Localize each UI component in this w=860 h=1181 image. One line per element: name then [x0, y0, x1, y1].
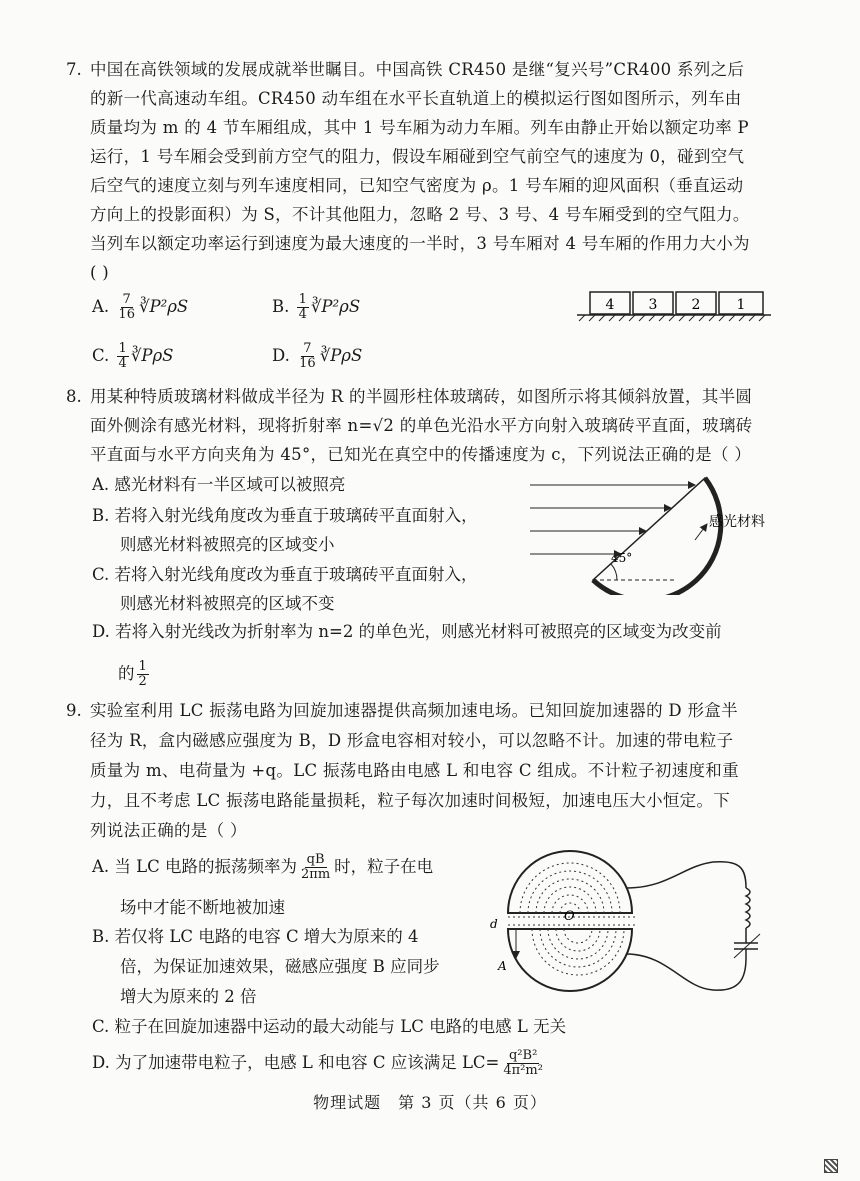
option-text: 当 LC 电路的振荡频率为 — [114, 857, 297, 876]
question-text-line: 列说法正确的是（ ） — [90, 821, 247, 840]
option-c[interactable] — [92, 563, 478, 587]
option-a-continued: 场中才能不断地被加速 — [120, 898, 285, 917]
fraction — [297, 342, 318, 371]
option-b[interactable] — [272, 293, 360, 322]
ground-hatch — [579, 315, 765, 321]
option-label: D. — [92, 1053, 110, 1072]
cube-root-sign: ∛ — [138, 297, 150, 316]
option-label: B. — [272, 297, 290, 316]
option-text: 若将入射光线角度改为垂直于玻璃砖平直面射入， — [114, 565, 478, 584]
option-text: 若将入射光线改为折射率为 n=2 的单色光，则感光材料可被照亮的区域变为改变前 — [115, 622, 722, 641]
denominator: 4π²m² — [503, 1063, 543, 1078]
question-number: 9. — [66, 701, 82, 720]
exit-label: A — [498, 959, 507, 973]
question-text-line: 运行，1 号车厢会受到前方空气的阻力，假设车厢碰到空气前空气的速度为 0，碰到空气 — [90, 147, 745, 166]
cube-root-sign: ∛ — [130, 346, 142, 365]
d-box-upper — [508, 851, 632, 913]
glass-brick-figure — [525, 470, 795, 595]
question-text-line: 实验室利用 LC 振荡电路为回旋加速器提供高频加速电场。已知回旋加速器的 D 形盒半 — [90, 701, 738, 720]
option-c[interactable] — [92, 1015, 566, 1039]
material-label: 感光材料 — [709, 514, 765, 530]
numerator: qB — [306, 852, 325, 867]
cyclotron-figure — [478, 848, 778, 998]
capacitor-variable-arrow — [734, 934, 760, 958]
option-c[interactable] — [92, 342, 173, 371]
question-text-line: 质量为 m、电荷量为 +q。LC 振荡电路由电感 L 和电容 C 组成。不计粒子初速度和重 — [90, 761, 739, 780]
car-label: 4 — [605, 297, 615, 313]
fraction — [297, 293, 309, 322]
radicand: PρS — [141, 346, 174, 365]
fraction — [137, 660, 149, 689]
lead-wire — [626, 954, 746, 990]
option-label: D. — [272, 346, 290, 365]
fraction — [116, 293, 137, 322]
car-label: 3 — [648, 297, 658, 313]
option-label: A. — [92, 857, 110, 876]
question-text-line: 力，且不考虑 LC 振荡电路能量损耗，粒子每次加速时间极短，加速电压大小恒定。下 — [90, 791, 731, 810]
option-label: B. — [92, 506, 110, 525]
option-label: A. — [92, 297, 110, 316]
photosensitive-coating — [593, 478, 721, 595]
d-box-lower — [508, 929, 632, 991]
question-number: 7. — [66, 60, 82, 79]
train-figure — [575, 286, 775, 324]
numerator: 7 — [122, 292, 131, 307]
option-text: 粒子在回旋加速器中运动的最大动能与 LC 电路的电感 L 无关 — [114, 1017, 567, 1036]
option-label: C. — [92, 346, 110, 365]
option-text: 为了加速带电粒子，电感 L 和电容 C 应该满足 LC= — [115, 1053, 500, 1072]
question-text-line: 的新一代高速动车组。CR450 动车组在水平长直轨道上的模拟运行图如图所示，列车由 — [90, 89, 742, 108]
numerator: q²B² — [508, 1048, 538, 1063]
denominator: 4 — [118, 356, 127, 371]
angle-arc — [611, 564, 617, 580]
question-text-line: 后空气的速度立刻与列车速度相同，已知空气密度为 ρ。1 号车厢的迎风面积（垂直运动 — [90, 176, 744, 195]
option-b[interactable] — [92, 504, 478, 528]
option-a[interactable] — [92, 473, 345, 497]
option-b-continued: 增大为原来的 2 倍 — [120, 987, 257, 1006]
car-label: 2 — [691, 297, 701, 313]
car-label: 1 — [736, 297, 746, 313]
question-text-line: 方向上的投影面积）为 S，不计其他阻力，忽略 2 号、3 号、4 号车厢受到的空气阻力。 — [90, 205, 750, 224]
pointer-arrow — [695, 524, 707, 540]
option-label: C. — [92, 1017, 110, 1036]
cube-root-sign: ∛ — [319, 346, 331, 365]
radicand: P²ρS — [149, 297, 189, 316]
denominator: 16 — [299, 356, 316, 371]
option-d[interactable] — [272, 342, 362, 371]
option-b-continued: 倍，为保证加速效果，磁感应强度 B 应同步 — [120, 957, 440, 976]
numerator: 7 — [303, 341, 312, 356]
option-a[interactable] — [92, 293, 188, 322]
angle-label: 45° — [611, 551, 633, 565]
option-text: 的 — [118, 664, 135, 683]
center-label: O — [564, 909, 575, 924]
option-b[interactable] — [92, 925, 419, 949]
qr-code-icon — [824, 1159, 838, 1173]
question-text-line: 中国在高铁领域的发展成就举世瞩目。中国高铁 CR450 是继“复兴号”CR400 系列之后 — [90, 60, 745, 79]
denominator: 2πm — [301, 867, 331, 882]
question-number: 8. — [66, 387, 82, 406]
radicand: P²ρS — [321, 297, 361, 316]
option-b-continued: 则感光材料被照亮的区域变小 — [120, 535, 335, 554]
lead-wire — [626, 862, 746, 888]
answer-blank: ( ) — [90, 263, 110, 282]
option-label: C. — [92, 565, 110, 584]
denominator: 2 — [138, 674, 147, 689]
option-label: B. — [92, 927, 110, 946]
question-text-line: 平直面与水平方向夹角为 45°，已知光在真空中的传播速度为 c，下列说法正确的是（ ） — [90, 445, 752, 464]
page-footer: 物理试题 第 3 页（共 6 页） — [313, 1093, 547, 1112]
option-a[interactable] — [92, 853, 433, 882]
option-text: 若仅将 LC 电路的电容 C 增大为原来的 4 — [114, 927, 419, 946]
radicand: PρS — [330, 346, 363, 365]
numerator: 1 — [138, 659, 147, 674]
cube-root-sign: ∛ — [310, 297, 322, 316]
numerator: 1 — [298, 292, 307, 307]
question-text-line: 用某种特质玻璃材料做成半径为 R 的半圆形柱体玻璃砖，如图所示将其倾斜放置，其半圆 — [90, 387, 753, 406]
question-text-line: 当列车以额定功率运行到速度为最大速度的一半时，3 号车厢对 4 号车厢的作用力大小为 — [90, 234, 750, 253]
option-d-continued — [118, 660, 151, 689]
denominator: 16 — [118, 307, 135, 322]
numerator: 1 — [118, 341, 127, 356]
question-text-line: 径为 R，盒内磁感应强度为 B，D 形盒电容相对较小，可以忽略不计。加速的带电粒子 — [90, 731, 734, 750]
question-text-line: 面外侧涂有感光材料，现将折射率 n=√2 的单色光沿水平方向射入玻璃砖平直面，玻璃砖 — [90, 416, 753, 435]
option-d[interactable] — [92, 620, 722, 644]
option-text: 时，粒子在电 — [334, 857, 434, 876]
option-label: A. — [92, 475, 110, 494]
inductor — [746, 888, 750, 928]
fraction — [299, 853, 332, 882]
gap-label: d — [490, 917, 498, 931]
fraction — [501, 1049, 545, 1078]
denominator: 4 — [298, 307, 307, 322]
option-c-continued: 则感光材料被照亮的区域不变 — [120, 594, 335, 613]
fraction — [117, 342, 129, 371]
option-text: 若将入射光线角度改为垂直于玻璃砖平直面射入， — [114, 506, 478, 525]
question-text-line: 质量均为 m 的 4 节车厢组成，其中 1 号车厢为动力车厢。列车由静止开始以额定功率 P — [90, 118, 749, 137]
option-label: D. — [92, 622, 110, 641]
option-d[interactable] — [92, 1049, 547, 1078]
option-text: 感光材料有一半区域可以被照亮 — [114, 475, 346, 494]
